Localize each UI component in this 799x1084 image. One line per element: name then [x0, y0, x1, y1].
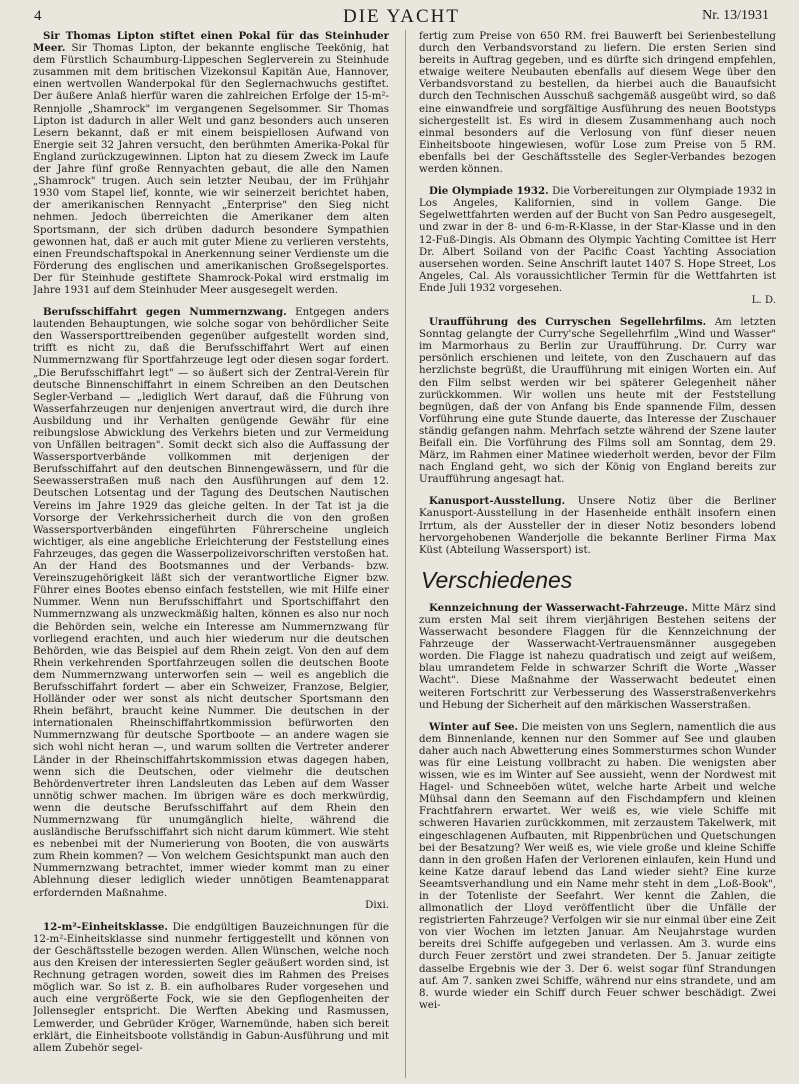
article-heading: Kennzeichnung der Wasserwacht-Fahrzeuge. [429, 601, 688, 614]
page-number: 4 [34, 8, 42, 24]
article-heading: Die Olympiade 1932. [429, 185, 549, 198]
article-heading: Uraufführung des Curryschen Segellehrfilms. [429, 316, 707, 329]
article-body: Unsere Notiz über die Berliner Kanusport-Ausstellung in der Hasenheide enthält insofern einen Irrtum, als der Aussteller der in dieser Notiz besonders lobend hervorgehobenen Wanderjolle die bekannte Berliner Firma Max Küst (Abteilung Wassersport) ist. [419, 495, 776, 556]
article-einheitsklasse-continued [419, 30, 776, 175]
article-berufsschiffahrt [33, 306, 389, 911]
article-body: Mitte März sind zum ersten Mal seit ihrem vierjährigen Bestehen seitens der Wasserwacht besondere Flaggen für die Kennzeichnung der Fahrzeuge der Wasserwacht-Vertrauensmänner ausgegeben worden. Die Flagge ist nahezu quadratisch und zeigt auf weißem, blau umrandetem Felde in schwarzer Schrift die Worte „Wasser Wacht". Diese Maßnahme der Wasserwacht bedeutet einen weiteren Fortschritt zur Verbesserung des Wasserstraßenverkehrs und Hebung der Sicherheit auf den märkischen Wasserstraßen. [419, 601, 776, 711]
article-body: Am letzten Sonntag gelangte der Curry'sche Segellehrfilm „Wind und Wasser" im Marmorhaus zu Berlin zur Uraufführung. Dr. Curry war persönlich erschienen und leitete, von den Zuschauern auf das herzlichste begrüßt, die Uraufführung mit einigen Worten ein. Auf den Film selbst werden wir bei späterer Gelegenheit näher zurückkommen. Wir wollen uns heute mit der Feststellung begnügen, daß der von Anfang bis Ende spannende Film, dessen Vorführung eine gute Stunde dauerte, das Interesse der Zuschauer ständig gefangen nahm. Mehrfach setzte während der Szene lauter Beifall ein. Die Vorführung des Films soll am Sonntag, dem 29. März, im Rahmen einer Matinee wiederholt werden, bevor der Film nach England geht, wo sich der König von England bereits zur Uraufführung angesagt hat. [419, 316, 776, 486]
article-einheitsklasse [33, 921, 389, 1054]
article-heading: Winter auf See. [429, 720, 519, 733]
article-body: Die Vorbereitungen zur Olympiade 1932 in Los Angeles, Kalifornien, sind in vollem Gange. Die Segelwettfahrten werden auf der Bucht von San Pedro ausgesegelt, und zwar in der 8- und 6-m-R-Klasse, in der Star-Klasse und in den 12-Fuß-Dingis. Als Obmann des Olympic Yachting Comittee ist Herr Dr. Albert Soiland von der Pacific Coast Yachting Association ausersehen worden. Seine Anschrift lautet 1407 S. Hope Street, Los Angeles, Cal. Als voraussichtlicher Termin für die Wettfahrten ist Ende Juli 1932 vorgesehen. [419, 185, 776, 294]
article-wasserwacht [419, 602, 776, 711]
article-signature: L. D. [751, 293, 776, 306]
article-heading: Berufsschiffahrt gegen Nummernzwang. [43, 306, 287, 319]
journal-title: DIE YACHT [342, 6, 461, 27]
issue-number: Nr. 13/1931 [702, 8, 769, 23]
article-heading: Sir Thomas Lipton stiftet einen Pokal für das Steinhuder Meer. [33, 30, 389, 55]
section-title: Verschiedenes [421, 566, 573, 593]
article-segellehrfilm [419, 316, 776, 485]
article-body: Die meisten von uns Seglern, namentlich die aus dem Binnenlande, kennen nur den Sommer auf See und glauben daher auch nach Abwetterung eines Sommersturmes schon Wunder was für eine Leistung vollbracht zu haben. Die wenigsten aber wissen, wie es im Winter auf See aussieht, wenn der Nordwest mit Hagel- und Schneeböen wütet, welche harte Arbeit und welche Mühsal dann den Seemann auf den Fischdampfern und kleinen Frachtfahrern erwartet. Wer weiß es, wie viele Schiffe mit schweren Havarien zurückkommen, mit zerzaustem Takelwerk, mit eingeschlagenen Aufbauten, mit Rippenbrüchen und Quetschungen bei der Besatzung? Wer weiß es, wie viele große und kleine Schiffe dann in den großen Hafen der Verlorenen einlaufen, kein Hund und keine Katze darauf lebend das Land wieder sieht? Eine kurze Seeamtsverhandlung und ein Name mehr steht in dem „Loß-Book", in der Totenliste der Seefahrt. Wer kennt die Zahlen, die allmonatlich der Lloyd veröffentlicht über die Unfälle der registrierten Fahrzeuge? Verfolgen wir sie nur einmal über eine Zeit von vier Wochen im letzten Januar. Am Neujahrstage wurden bereits drei Schiffe aufgegeben und verlassen. Am 3. wurde eins durch Feuer zerstört und zwei strandeten. Der 5. Januar zeitigte dasselbe Ergebnis wie der 3. Der 6. weist sogar fünf Strandungen auf. Am 7. sanken zwei Schiffe, während nur eins strandete, und am 8. wurde wieder ein Schiff durch Feuer schwer beschädigt. Zwei wei- [419, 720, 776, 1011]
article-signature: Dixi. [365, 898, 389, 911]
article-winter [419, 721, 776, 1011]
column-divider [405, 30, 406, 1078]
article-heading: Kanusport-Ausstellung. [429, 495, 566, 508]
article-body: Die endgültigen Bauzeichnungen für die 12-m²-Einheitsklasse sind nunmehr fertiggestellt und können von der Geschäftsstelle bezogen werden. Allen Wünschen, welche noch aus den Kreisen der interessierten Segler geäußert worden sind, ist Rechnung getragen worden, soweit dies im Rahmen des Preises möglich war. So ist z. B. ein aufholbares Ruder vorgesehen und auch eine vergrößerte Fock, wie sie den Gepflogenheiten der Jollensegler entspricht. Die Werften Abeking und Rasmussen, Lemwerder, und Gebrüder Kröger, Warnemünde, haben sich bereit erklärt, die Einheitsboote vollständig in Gabun-Ausführung und mit allem Zubehör segel- [33, 920, 389, 1054]
article-kanusport [419, 495, 776, 555]
left-column [33, 30, 389, 1082]
article-body: fertig zum Preise von 650 RM. frei Bauwerft bei Serienbestellung durch den Verbandsvorstand zu liefern. Die ersten Serien sind bereits in Auftrag gegeben, und es dürfte sich dringend empfehlen, etwaige weitere Neubauten ebenfalls auf diesem Wege über den Verbandsvorstand zu bestellen, da hierbei auch die Bauaufsicht durch den Technischen Ausschuß sachgemäß ausgeübt wird, so daß eine einwandfreie und sorgfältige Ausführung des neuen Bootstyps sichergestellt ist. Es wird in diesem Zusammenhang auch noch einmal besonders auf die Verlosung von fünf dieser neuen Einheitsboote hingewiesen, wofür Lose zum Preise von 5 RM. ebenfalls bei der Geschäftsstelle des Segler-Verbandes bezogen werden können. [419, 30, 776, 176]
right-column [419, 30, 776, 1082]
article-olympiade [419, 185, 776, 306]
page-header [34, 4, 769, 26]
article-heading: 12-m²-Einheitsklasse. [43, 920, 168, 933]
article-body: Entgegen anders lautenden Behauptungen, wie solche sogar von behördlicher Seite den Wassersporttreibenden gegenüber aufgestellt worden sind, trifft es nicht zu, daß die Berufsschiffahrt Wert auf einen Nummernzwang für Sportfahrzeuge legt oder diesen sogar fordert. „Die Berufsschiffahrt legt" — so äußert sich der Zentral-Verein für deutsche Binnenschiffahrt in einem Schreiben an den Deutschen Segler-Verband — „lediglich Wert darauf, daß die Führung von Wasserfahrzeugen nur denjenigen anvertraut wird, die durch ihre Ausbildung und ihr Verhalten genügende Gewähr für eine reibungslose Abwicklung des Verkehrs bieten und zur Vermeidung von Unfällen beitragen". Somit deckt sich also die Auffassung der Wassersportverbände vollkommen mit derjenigen der Berufsschiffahrt auf den deutschen Binnengewässern, und für die Seewasserstraßen muß nach den Ausführungen auf dem 12. Deutschen Lotsentag und der Tagung des Deutschen Nautischen Vereins im Jahre 1929 das gleiche gelten. In der Tat ist ja die Vorsorge der Verkehrssicherheit durch die von den großen Wassersportverbänden eingeführten Führerscheine ungleich wichtiger, als eine angebliche Erleichterung der Feststellung eines Fahrzeuges, das gegen die Wasserpolizeivorschriften verstoßen hat. An der Hand des Bootsmannes und der Verbands- bzw. Vereinszugehörigkeit läßt sich der verantwortliche Eigner bzw. Führer eines Bootes ebenso einfach feststellen, wie mit Hilfe einer Nummer. Wenn nun Berufsschiffahrt und Sportschiffahrt den Nummernzwang als unzweckmäßig halten, können es also nur noch die Behörden sein, welche ein Interesse am Nummernzwang für vorliegend erachten, und auch hier wiederum nur die deutschen Behörden, wie das Beispiel auf dem Rhein zeigt. Von den auf dem Rhein verkehrenden Sportfahrzeugen sollen die deutschen Boote dem Nummernzwang unterworfen sein — weil es angeblich die Berufsschiffahrt fordert — aber ein Schweizer, Franzose, Belgier, Holländer oder wer sonst als nicht deutscher Sportsmann den Rhein befährt, braucht keine Nummer. Die deutschen in der internationalen Rheinschiffahrtkommission befürworten den Nummernzwang für deutsche Sportboote — an andere wagen sie sich wohl nicht heran —, und warum sollten die Vertreter anderer Länder in der Rheinschiffahrtskommission etwas dagegen haben, wenn sich die Deutschen, oder vielmehr die deutschen Behördenvertreter ihren Landsleuten das Leben auf dem Wasser unnötig schwer machen. Im übrigen wäre es doch merkwürdig, wenn die deutsche Berufsschiffahrt auf dem Rhein den Nummernzwang für unumgänglich hielte, während die ausländische Berufsschiffahrt sich nicht darum kümmert. Wie steht es nebenbei mit der Numerierung von Booten, die von auswärts zum Rhein kommen? — Von welchem Gesichtspunkt man auch den Nummernzwang betrachtet, immer wieder kommt man zu einer Ablehnung dieser lediglich wieder unnötigen Beamtenapparat erfordernden Maßnahme. [33, 306, 389, 899]
article-lipton [33, 30, 389, 296]
article-body: Sir Thomas Lipton, der bekannte englische Teekönig, hat dem Fürstlich Schaumburg-Lippeschen Seglerverein zu Steinhude zusammen mit dem britischen Vizekonsul Kapitän Aue, Hannover, einen wertvollen Wanderpokal für den Seglernachwuchs gestiftet. Der äußere Anlaß hierfür waren die zahlreichen Erfolge der 15-m²-Rennjolle „Shamrock" im vergangenen Segelsommer. Sir Thomas Lipton ist dadurch in aller Welt und ganz besonders auch unseren Lesern bekannt, daß er mit einem beispiellosen Aufwand von Energie seit 32 Jahren versucht, den berühmten Amerika-Pokal für England zurückzugewinnen. Lipton hat zu diesem Zweck im Laufe der Jahre fünf große Rennyachten gebaut, die alle den Namen „Shamrock" trugen. Auch sein letzter Neubau, der im Frühjahr 1930 vom Stapel lief, konnte, wie wir seinerzeit berichtet haben, der amerikanischen Rennyacht „Enterprise" den Sieg nicht nehmen. Jedoch überreichten die Amerikaner dem alten Sportsmann, der sich drüben dadurch besondere Sympathien gewonnen hat, daß er auch mit guter Miene zu verlieren verstehts, einen Freundschaftspokal in Anerkennung seiner Verdienste um die Förderung des englischen und amerikanischen Großsegelsportes. Der für Steinhude gestiftete Shamrock-Pokal wird erstmalig im Jahre 1931 auf dem Steinhuder Meer ausgesegelt werden. [33, 42, 389, 296]
